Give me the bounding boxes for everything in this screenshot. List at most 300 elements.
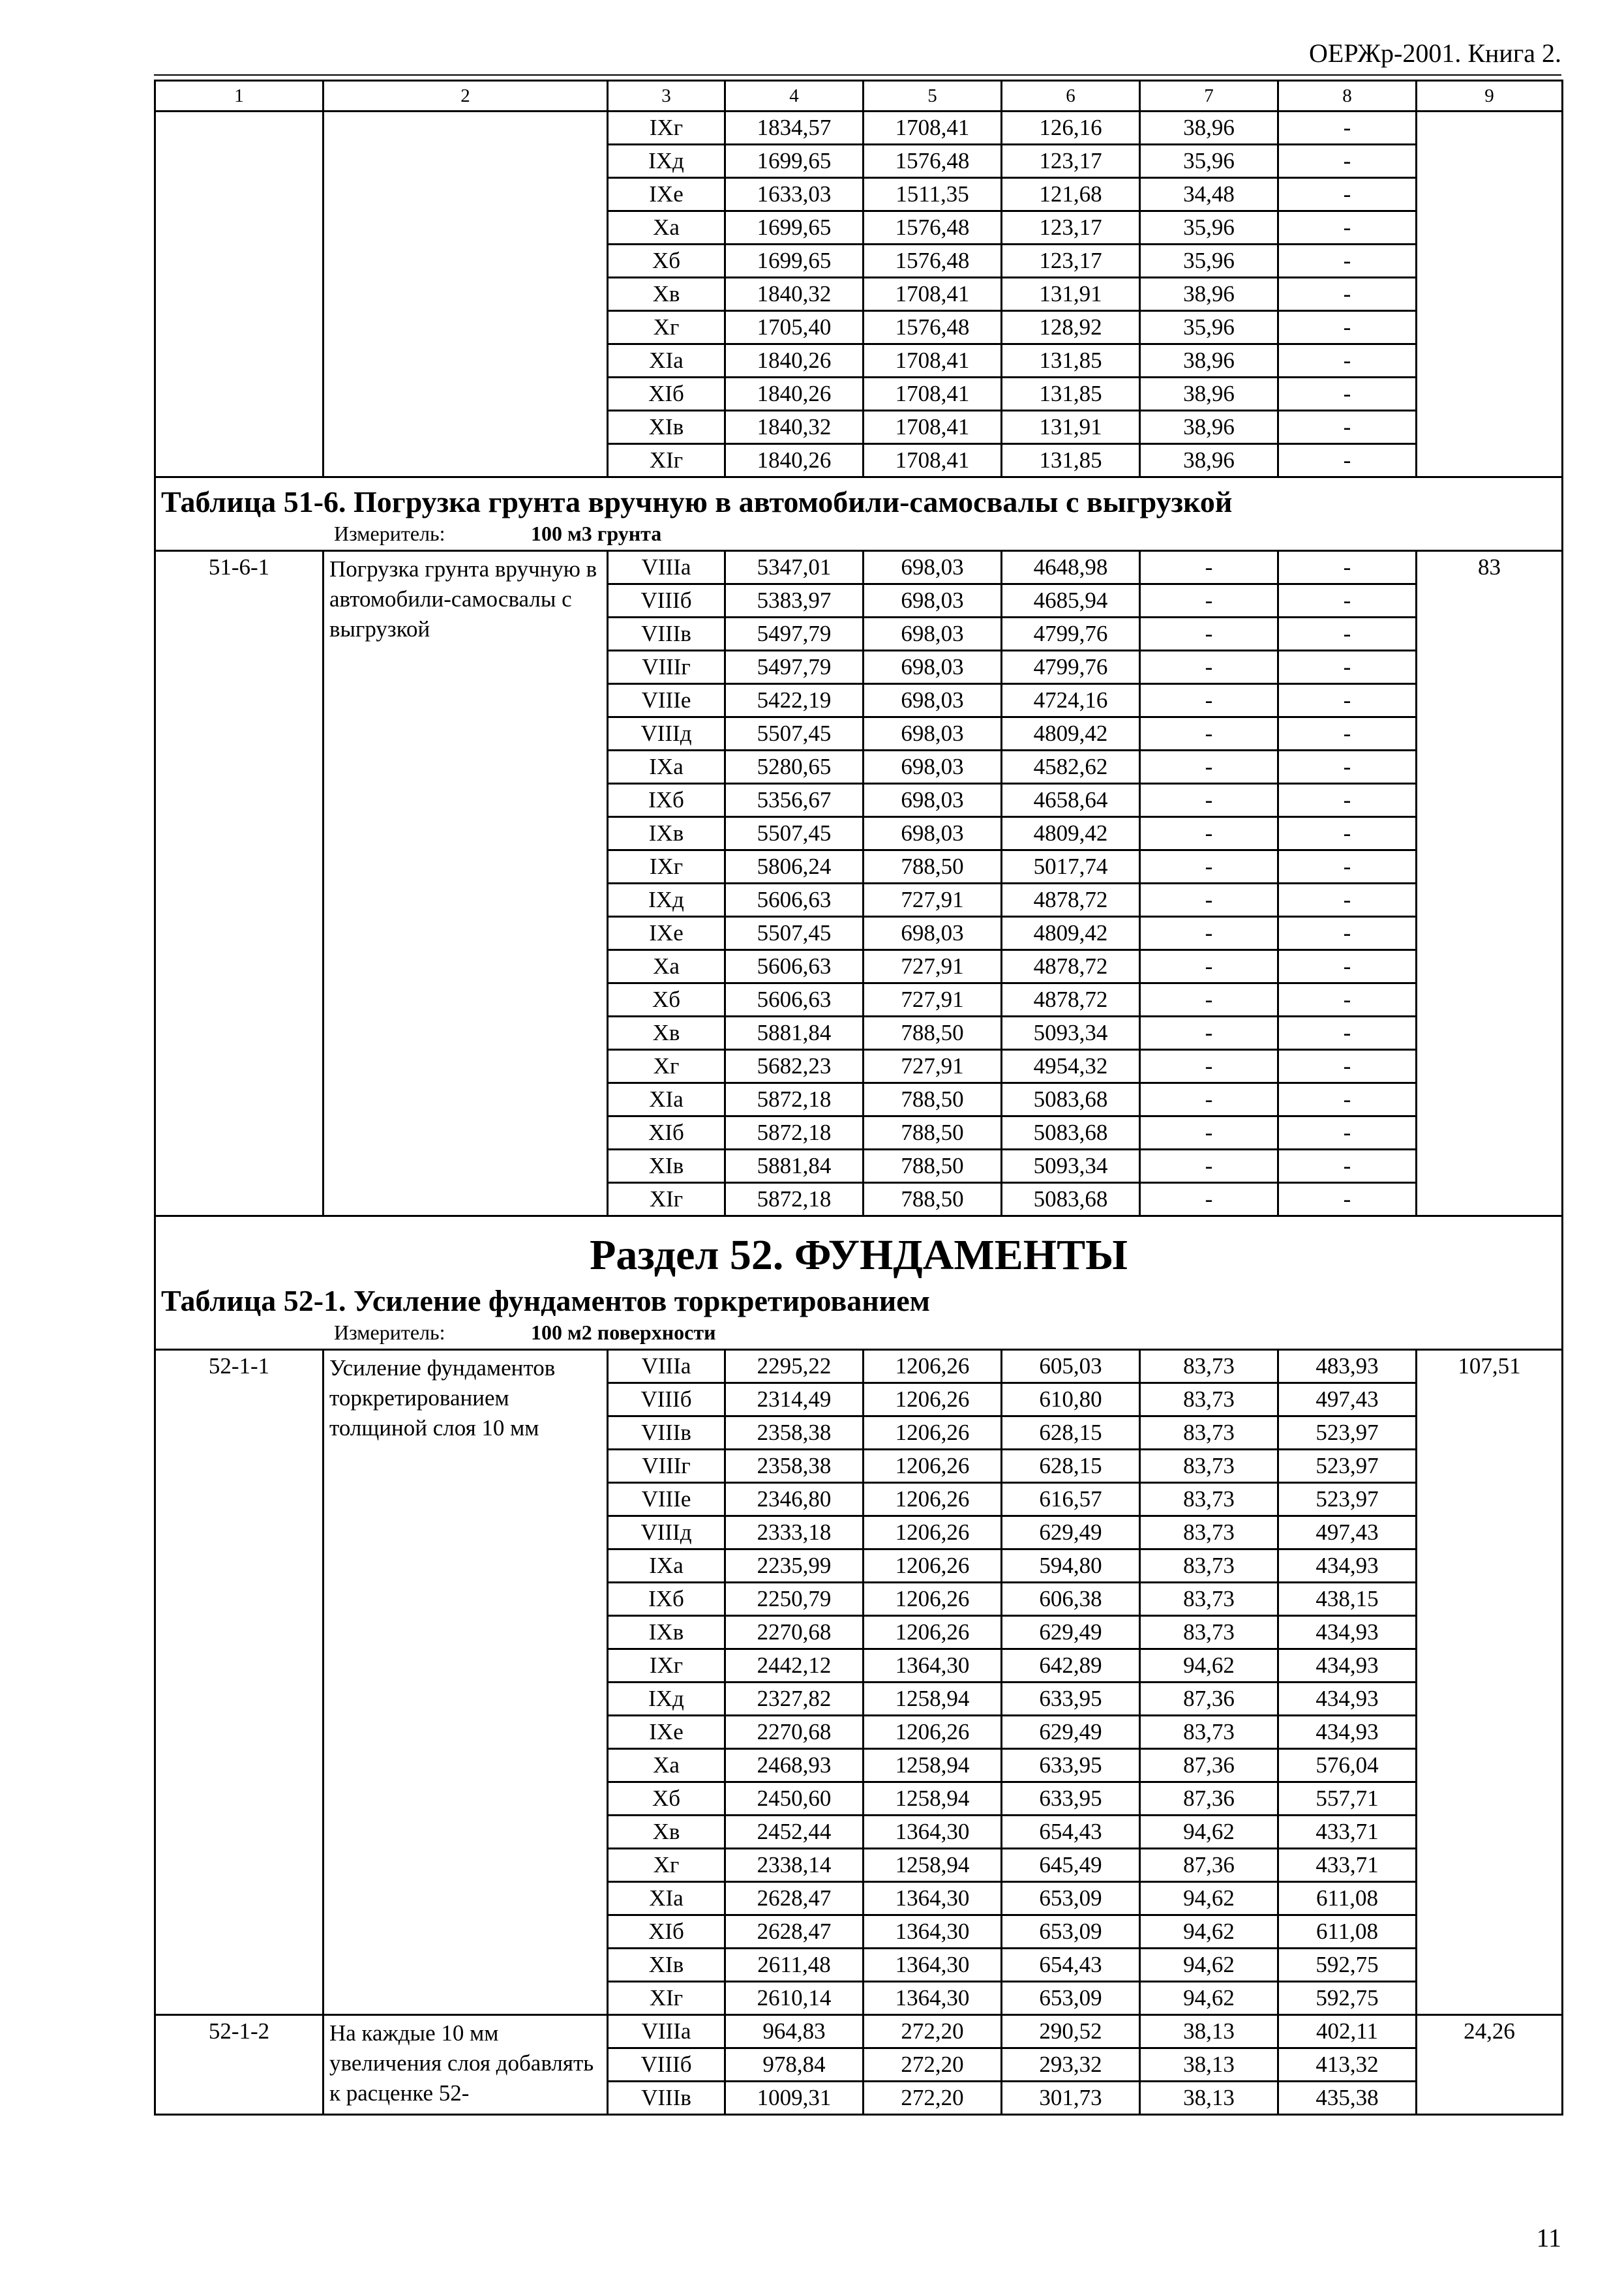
table-cell: IXа (608, 1549, 725, 1583)
table-title: Таблица 51-6. Погрузка грунта вручную в автомобили-самосвалы с выгрузкой (161, 485, 1233, 518)
table-cell: - (1278, 884, 1417, 917)
table-cell: - (1140, 684, 1278, 717)
table-cell: 523,97 (1278, 1416, 1417, 1450)
table-cell: 438,15 (1278, 1583, 1417, 1616)
col9-value (1417, 112, 1563, 477)
table-cell: 4809,42 (1002, 817, 1140, 850)
table-cell: 698,03 (864, 551, 1002, 584)
table-cell: - (1278, 684, 1417, 717)
table-cell: 1206,26 (864, 1716, 1002, 1749)
table-cell: - (1278, 178, 1417, 211)
table-cell: 1708,41 (864, 112, 1002, 145)
table-cell: 131,91 (1002, 411, 1140, 444)
table-cell: 5606,63 (725, 950, 864, 983)
table-cell: 1258,94 (864, 1749, 1002, 1782)
table-cell: 4799,76 (1002, 651, 1140, 684)
table-cell: - (1278, 311, 1417, 344)
table-cell: 5881,84 (725, 1017, 864, 1050)
table-cell: 413,32 (1278, 2048, 1417, 2082)
table-cell: VIIIв (608, 618, 725, 651)
table-cell: - (1278, 145, 1417, 178)
table-cell: - (1278, 1150, 1417, 1183)
table-cell: 38,96 (1140, 278, 1278, 311)
rate-code: 52-1-1 (155, 1350, 323, 2015)
table-cell: 5606,63 (725, 884, 864, 917)
table-cell: 131,91 (1002, 278, 1140, 311)
table-cell: 633,95 (1002, 1683, 1140, 1716)
table-cell: 83,73 (1140, 1616, 1278, 1649)
table-cell: 35,96 (1140, 145, 1278, 178)
table-cell: 4809,42 (1002, 917, 1140, 950)
column-number: 9 (1417, 81, 1563, 112)
table-cell: 123,17 (1002, 145, 1140, 178)
rates-table-body (155, 81, 1563, 2115)
table-cell: 38,96 (1140, 112, 1278, 145)
table-cell: 1840,26 (725, 344, 864, 378)
table-cell: 1364,30 (864, 1882, 1002, 1915)
table-cell: 1576,48 (864, 211, 1002, 245)
table-cell: - (1140, 917, 1278, 950)
table-cell: IXг (608, 1649, 725, 1683)
table-cell: 5507,45 (725, 717, 864, 751)
table-cell: XIг (608, 1183, 725, 1216)
table-cell: 727,91 (864, 983, 1002, 1017)
table-cell: IXе (608, 178, 725, 211)
table-cell: 94,62 (1140, 1882, 1278, 1915)
table-cell: 5356,67 (725, 784, 864, 817)
table-cell: 978,84 (725, 2048, 864, 2082)
table-cell: 611,08 (1278, 1882, 1417, 1915)
table-cell: 435,38 (1278, 2082, 1417, 2115)
table-cell: 1364,30 (864, 1915, 1002, 1949)
table-cell: VIIIе (608, 684, 725, 717)
table-cell: 2610,14 (725, 1982, 864, 2015)
table-cell: IXд (608, 1683, 725, 1716)
table-cell: VIIIд (608, 1516, 725, 1549)
table-cell: - (1140, 551, 1278, 584)
table-cell: 5507,45 (725, 817, 864, 850)
table-cell: VIIIг (608, 1450, 725, 1483)
table-cell: 592,75 (1278, 1982, 1417, 2015)
table-cell: - (1278, 378, 1417, 411)
section-52-header (155, 1216, 1563, 1350)
rate-code: 52-1-2 (155, 2015, 323, 2115)
table-cell: 698,03 (864, 817, 1002, 850)
table-cell: 1206,26 (864, 1516, 1002, 1549)
table-cell: 2295,22 (725, 1350, 864, 1383)
table-cell: 1206,26 (864, 1616, 1002, 1649)
table-cell: 1708,41 (864, 278, 1002, 311)
table-cell: - (1140, 950, 1278, 983)
table-cell: - (1140, 618, 1278, 651)
table-cell: 94,62 (1140, 1649, 1278, 1683)
table-cell: 35,96 (1140, 245, 1278, 278)
table-cell: 94,62 (1140, 1816, 1278, 1849)
table-cell: VIIIб (608, 584, 725, 618)
table-cell: 698,03 (864, 784, 1002, 817)
table-cell: 87,36 (1140, 1683, 1278, 1716)
table-cell: 83,73 (1140, 1383, 1278, 1416)
table-cell: 434,93 (1278, 1649, 1417, 1683)
table-cell: 698,03 (864, 917, 1002, 950)
table-cell: Xа (608, 211, 725, 245)
table-cell: 628,15 (1002, 1416, 1140, 1450)
table-cell: 5806,24 (725, 850, 864, 884)
table-cell: 290,52 (1002, 2015, 1140, 2048)
table-cell: 1708,41 (864, 344, 1002, 378)
table-cell: VIIIе (608, 1483, 725, 1516)
table-cell: 4685,94 (1002, 584, 1140, 618)
table-cell: 4582,62 (1002, 751, 1140, 784)
table-cell: 1633,03 (725, 178, 864, 211)
table-cell: Xб (608, 1782, 725, 1816)
table-cell: 1840,32 (725, 411, 864, 444)
table-cell: 5606,63 (725, 983, 864, 1017)
table-cell: IXб (608, 784, 725, 817)
table-cell: 5093,34 (1002, 1017, 1140, 1050)
table-cell: 2314,49 (725, 1383, 864, 1416)
table-cell: 1708,41 (864, 444, 1002, 477)
table-cell: 1699,65 (725, 245, 864, 278)
rates-table (154, 80, 1563, 2116)
table-cell: - (1278, 1116, 1417, 1150)
table-cell: 1708,41 (864, 378, 1002, 411)
table-cell: VIIIа (608, 1350, 725, 1383)
table-cell: 698,03 (864, 684, 1002, 717)
table-cell: 1258,94 (864, 1782, 1002, 1816)
column-number: 1 (155, 81, 323, 112)
table-cell: 5083,68 (1002, 1083, 1140, 1116)
table-cell: 293,32 (1002, 2048, 1140, 2082)
table-cell: Xа (608, 950, 725, 983)
table-cell: Xа (608, 1749, 725, 1782)
table-cell: 83,73 (1140, 1416, 1278, 1450)
table-cell: 1705,40 (725, 311, 864, 344)
table-cell: 497,43 (1278, 1383, 1417, 1416)
table-cell: 2450,60 (725, 1782, 864, 1816)
table-cell: - (1278, 112, 1417, 145)
table-cell: 87,36 (1140, 1782, 1278, 1816)
table-cell: XIб (608, 378, 725, 411)
table-cell: 38,13 (1140, 2015, 1278, 2048)
table-cell: 2442,12 (725, 1649, 864, 1683)
table-cell: 4658,64 (1002, 784, 1140, 817)
table-cell: 83,73 (1140, 1350, 1278, 1383)
section-title: Раздел 52. ФУНДАМЕНТЫ (590, 1231, 1128, 1279)
table-cell: - (1140, 884, 1278, 917)
table-cell: - (1278, 717, 1417, 751)
table-cell: 4878,72 (1002, 884, 1140, 917)
table-cell: 5017,74 (1002, 850, 1140, 884)
table-cell: 698,03 (864, 651, 1002, 684)
table-cell: 1364,30 (864, 1949, 1002, 1982)
table-cell: 605,03 (1002, 1350, 1140, 1383)
table-cell: 557,71 (1278, 1782, 1417, 1816)
table-cell: XIб (608, 1116, 725, 1150)
table-cell: 1206,26 (864, 1450, 1002, 1483)
table-cell: 94,62 (1140, 1982, 1278, 2015)
table-cell: 434,93 (1278, 1549, 1417, 1583)
table-cell: 1576,48 (864, 245, 1002, 278)
measure-label: Измеритель: (334, 522, 445, 545)
table-cell: 594,80 (1002, 1549, 1140, 1583)
table-cell: 2358,38 (725, 1416, 864, 1450)
table-cell: 1576,48 (864, 145, 1002, 178)
table-row (155, 2015, 1563, 2048)
table-cell: 1576,48 (864, 311, 1002, 344)
table-cell: 2468,93 (725, 1749, 864, 1782)
table-cell: 83,73 (1140, 1583, 1278, 1616)
table-cell: - (1278, 551, 1417, 584)
table-cell: XIа (608, 1882, 725, 1915)
table-cell: 301,73 (1002, 2082, 1140, 2115)
measure-line (161, 1321, 1556, 1345)
column-number: 6 (1002, 81, 1140, 112)
table-cell: - (1140, 850, 1278, 884)
table-cell: 606,38 (1002, 1583, 1140, 1616)
table-cell: - (1278, 618, 1417, 651)
table-cell: VIIIв (608, 2082, 725, 2115)
table-cell: 5083,68 (1002, 1116, 1140, 1150)
table-cell: Xг (608, 311, 725, 344)
table-cell: - (1140, 1183, 1278, 1216)
table-cell: VIIIб (608, 1383, 725, 1416)
table-cell: 788,50 (864, 1017, 1002, 1050)
table-cell: - (1140, 584, 1278, 618)
table-cell: - (1278, 917, 1417, 950)
table-cell: IXг (608, 112, 725, 145)
table-cell: 94,62 (1140, 1949, 1278, 1982)
table-cell: 698,03 (864, 751, 1002, 784)
table-cell: 5872,18 (725, 1083, 864, 1116)
table-cell: 5280,65 (725, 751, 864, 784)
table-cell: 5497,79 (725, 651, 864, 684)
table-cell: - (1278, 1083, 1417, 1116)
table-cell: 131,85 (1002, 344, 1140, 378)
table-cell: 434,93 (1278, 1683, 1417, 1716)
table-cell: 38,96 (1140, 444, 1278, 477)
col9-value: 107,51 (1417, 1350, 1563, 2015)
table-title: Таблица 52-1. Усиление фундаментов торкретированием (161, 1284, 930, 1317)
table-cell: Xб (608, 245, 725, 278)
table-cell: 4809,42 (1002, 717, 1140, 751)
table-cell: 83,73 (1140, 1450, 1278, 1483)
table-cell: XIв (608, 411, 725, 444)
table-cell: 272,20 (864, 2015, 1002, 2048)
table-cell: IXд (608, 884, 725, 917)
table-cell: 497,43 (1278, 1516, 1417, 1549)
table-cell: 1699,65 (725, 145, 864, 178)
table-cell: 788,50 (864, 1116, 1002, 1150)
table-cell: VIIIб (608, 2048, 725, 2082)
table-cell: 121,68 (1002, 178, 1140, 211)
table-cell: 4648,98 (1002, 551, 1140, 584)
page-number: 11 (1536, 2223, 1561, 2252)
table-cell: 5682,23 (725, 1050, 864, 1083)
table-row (155, 551, 1563, 584)
table-cell: 654,43 (1002, 1816, 1140, 1849)
table-cell: 1511,35 (864, 178, 1002, 211)
table-cell: 5497,79 (725, 618, 864, 651)
table-cell: 2235,99 (725, 1549, 864, 1583)
table-cell: XIв (608, 1949, 725, 1982)
table-cell: 1840,26 (725, 378, 864, 411)
table-cell: 642,89 (1002, 1649, 1140, 1683)
table-cell: - (1278, 211, 1417, 245)
table-cell: 38,13 (1140, 2048, 1278, 2082)
rate-name: Погрузка грунта вручную в автомобили-самосвалы с выгрузкой (323, 551, 608, 1216)
table-cell: - (1278, 1017, 1417, 1050)
table-cell: 645,49 (1002, 1849, 1140, 1882)
table-cell: 4799,76 (1002, 618, 1140, 651)
table-cell: - (1278, 817, 1417, 850)
table-cell: 788,50 (864, 1150, 1002, 1183)
table-cell: 2250,79 (725, 1583, 864, 1616)
table-cell: 4878,72 (1002, 983, 1140, 1017)
table-cell: 5507,45 (725, 917, 864, 950)
column-numbers-row (155, 81, 1563, 112)
rate-code: 51-6-1 (155, 551, 323, 1216)
table-cell: 1708,41 (864, 411, 1002, 444)
table-cell: 38,96 (1140, 411, 1278, 444)
table-cell: - (1140, 784, 1278, 817)
table-cell: 592,75 (1278, 1949, 1417, 1982)
table-cell: 1206,26 (864, 1416, 1002, 1450)
table-cell: 4724,16 (1002, 684, 1140, 717)
col9-value: 83 (1417, 551, 1563, 1216)
table-cell: 653,09 (1002, 1915, 1140, 1949)
table-cell: XIг (608, 1982, 725, 2015)
table-cell: 523,97 (1278, 1483, 1417, 1516)
table-cell: - (1140, 1116, 1278, 1150)
measure-value: 100 м3 грунта (531, 522, 662, 545)
table-cell: 698,03 (864, 618, 1002, 651)
table-cell: 483,93 (1278, 1350, 1417, 1383)
table-cell: 727,91 (864, 1050, 1002, 1083)
table-cell: 788,50 (864, 1183, 1002, 1216)
table-cell: - (1278, 584, 1417, 618)
table-cell: 402,11 (1278, 2015, 1417, 2048)
table-cell: 610,80 (1002, 1383, 1140, 1416)
table-cell: 727,91 (864, 950, 1002, 983)
table-cell: 83,73 (1140, 1549, 1278, 1583)
table-cell: 434,93 (1278, 1716, 1417, 1749)
column-number: 8 (1278, 81, 1417, 112)
table-cell: 94,62 (1140, 1915, 1278, 1949)
rate-code (155, 112, 323, 477)
rate-name (323, 112, 608, 477)
table-cell: 2270,68 (725, 1716, 864, 1749)
column-number: 7 (1140, 81, 1278, 112)
table-cell: 1258,94 (864, 1849, 1002, 1882)
table-cell: 654,43 (1002, 1949, 1140, 1982)
table-cell: - (1278, 1183, 1417, 1216)
table-cell: 1834,57 (725, 112, 864, 145)
table-cell: 5083,68 (1002, 1183, 1140, 1216)
table-cell: 727,91 (864, 884, 1002, 917)
table-cell: 126,16 (1002, 112, 1140, 145)
table-cell: - (1140, 1017, 1278, 1050)
table-cell: 87,36 (1140, 1749, 1278, 1782)
table-cell: 1840,32 (725, 278, 864, 311)
table-row (155, 112, 1563, 145)
table-cell: 1364,30 (864, 1982, 1002, 2015)
table-cell: XIв (608, 1150, 725, 1183)
column-number: 3 (608, 81, 725, 112)
table-cell: - (1140, 1050, 1278, 1083)
table-cell: VIIIг (608, 651, 725, 684)
measure-value: 100 м2 поверхности (531, 1321, 716, 1344)
column-number: 5 (864, 81, 1002, 112)
table-cell: 1009,31 (725, 2082, 864, 2115)
table-cell: - (1278, 950, 1417, 983)
table-cell: 633,95 (1002, 1749, 1140, 1782)
table-cell: - (1140, 1083, 1278, 1116)
table-cell: Xв (608, 1816, 725, 1849)
table-cell: - (1278, 751, 1417, 784)
table-cell: 83,73 (1140, 1516, 1278, 1549)
table-cell: 788,50 (864, 1083, 1002, 1116)
table-cell: 5347,01 (725, 551, 864, 584)
table-cell: 576,04 (1278, 1749, 1417, 1782)
table-cell: Xв (608, 278, 725, 311)
table-cell: VIIIа (608, 551, 725, 584)
table-51-6-header (155, 477, 1563, 551)
table-cell: 788,50 (864, 850, 1002, 884)
document-header: ОЕРЖр-2001. Книга 2. (1309, 38, 1561, 68)
table-cell: - (1278, 444, 1417, 477)
table-cell: XIа (608, 344, 725, 378)
table-cell: 1364,30 (864, 1649, 1002, 1683)
table-cell: 5383,97 (725, 584, 864, 618)
table-cell: 5872,18 (725, 1116, 864, 1150)
table-cell: 2358,38 (725, 1450, 864, 1483)
table-cell: VIIIд (608, 717, 725, 751)
table-cell: - (1278, 245, 1417, 278)
rate-name: Усиление фундаментов торкретированием толщиной слоя 10 мм (323, 1350, 608, 2015)
table-cell: 2327,82 (725, 1683, 864, 1716)
table-cell: 1840,26 (725, 444, 864, 477)
table-cell: 433,71 (1278, 1849, 1417, 1882)
table-cell: 629,49 (1002, 1716, 1140, 1749)
table-cell: 83,73 (1140, 1716, 1278, 1749)
measure-label: Измеритель: (334, 1321, 445, 1344)
table-cell: IXе (608, 917, 725, 950)
table-cell: - (1140, 1150, 1278, 1183)
table-cell: 2270,68 (725, 1616, 864, 1649)
table-cell: 38,96 (1140, 378, 1278, 411)
table-cell: - (1278, 278, 1417, 311)
table-cell: 653,09 (1002, 1982, 1140, 2015)
table-cell: 35,96 (1140, 211, 1278, 245)
table-cell: 5881,84 (725, 1150, 864, 1183)
table-cell: 433,71 (1278, 1816, 1417, 1849)
table-cell: 1206,26 (864, 1383, 1002, 1416)
table-cell: 5872,18 (725, 1183, 864, 1216)
table-cell: 34,48 (1140, 178, 1278, 211)
column-number: 4 (725, 81, 864, 112)
table-cell: IXе (608, 1716, 725, 1749)
table-cell: 964,83 (725, 2015, 864, 2048)
table-cell: 5422,19 (725, 684, 864, 717)
table-cell: - (1278, 411, 1417, 444)
table-cell: - (1140, 817, 1278, 850)
table-cell: Xг (608, 1849, 725, 1882)
table-cell: XIг (608, 444, 725, 477)
table-cell: 4878,72 (1002, 950, 1140, 983)
table-cell: 1206,26 (864, 1483, 1002, 1516)
table-cell: 1699,65 (725, 211, 864, 245)
